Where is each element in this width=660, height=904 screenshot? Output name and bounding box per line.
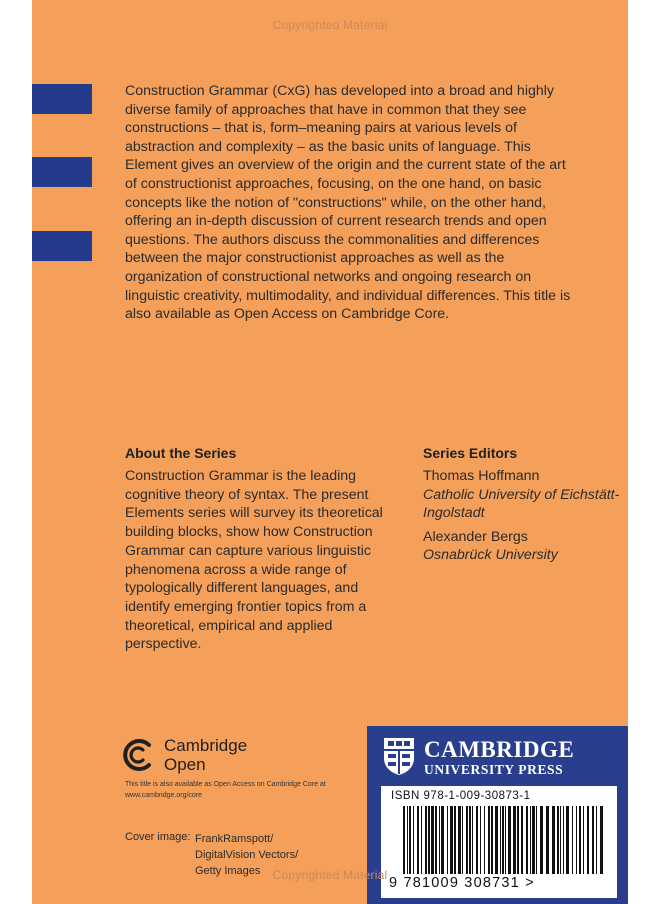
accent-bar-3 [32,231,92,261]
cover-credit-line: FrankRamspott/ [195,833,274,845]
series-editors-heading: Series Editors [423,445,518,461]
cover-credit-line: Getty Images [195,865,261,877]
accent-bar-2 [32,157,92,187]
cambridge-open-line2: Open [164,755,206,774]
editor-name: Thomas Hoffmann [423,468,540,484]
publisher-name-line1: CAMBRIDGE [424,737,575,762]
editor-affiliation: Catholic University of Eichstätt-Ingolstadt [423,486,620,521]
watermark-top: Copyrighted Material [272,18,388,32]
book-back-cover [32,0,628,904]
editor-affiliation: Osnabrück University [423,547,558,563]
cambridge-open-wordmark [164,736,247,774]
open-access-note: This title is also available as Open Access on Cambridge Core at www.cambridge.org/core [125,781,326,799]
cambridge-open-line1: Cambridge [164,736,248,755]
isbn-label: ISBN 978-1-009-30873-1 [391,790,531,802]
publisher-name-line2: UNIVERSITY PRESS [424,762,564,777]
barcode-icon [403,806,603,874]
cover-credit-line: DigitalVision Vectors/ [195,849,299,861]
editor-name: Alexander Bergs [423,528,528,545]
series-editors-list [423,467,623,565]
watermark-bottom: Copyrighted Material [272,868,388,882]
publisher-name [424,738,574,778]
accent-bar-1 [32,84,92,114]
about-series-heading: About the Series [125,445,237,461]
about-series-text: Construction Grammar is the leading cognitive theory of syntax. The present Elements series will survey its theoretical building blocks, show how Construction Grammar can capture various linguistic phenomena across a wide range of typologically different languages, and identify emerging frontier topics from a theoretical, empirical and applied perspective. [125,468,383,653]
university-crest-icon [382,736,416,776]
cover-credit-label: Cover image: [125,831,191,843]
barcode-digits: 9 781009 308731 > [389,875,535,891]
book-blurb: Construction Grammar (CxG) has developed into a broad and highly diverse family of approaches that have in common that they see constructions – that is, form–meaning pairs at various levels of abstraction and complexity – as the basic units of language. This Element gives an overview of the origin and the current state of the art of constructionist approaches, focusing, on the one hand, on basic concepts like the notion of "constructions" while, on the other hand, offering an in-depth discussion of current research trends and open questions. The authors discuss the commonalities and differences between the major constructionist approaches as well as the organization of constructional networks and ongoing research on linguistic creativity, multimodality, and individual differences. This title is also available as Open Access on Cambridge Core. [125,83,571,323]
cambridge-open-logo-icon [121,737,157,773]
